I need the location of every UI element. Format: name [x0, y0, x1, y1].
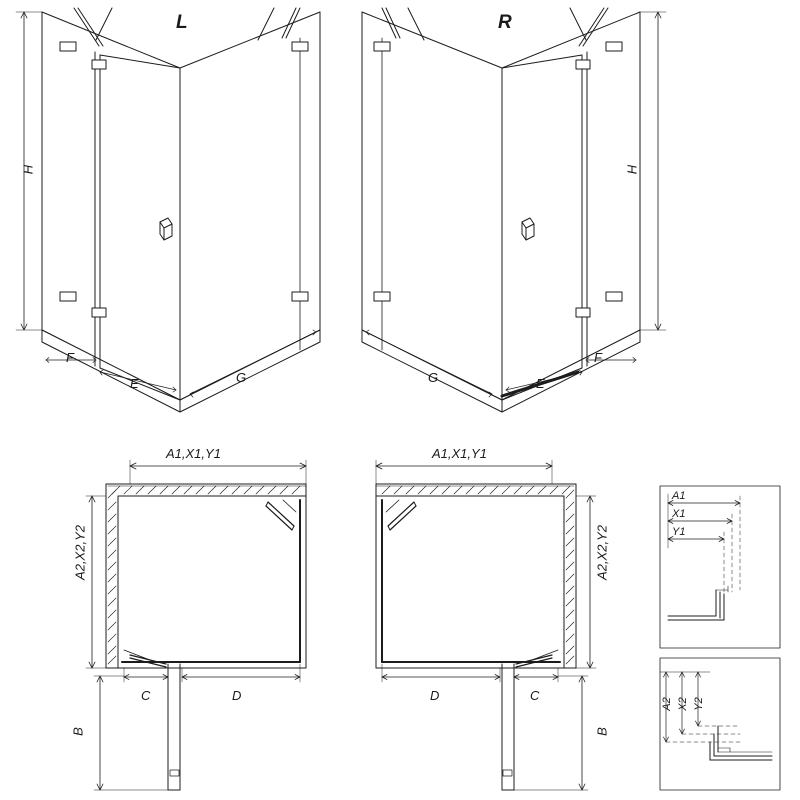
label-f-left: F	[66, 350, 74, 365]
detail-label-y2: Y2	[693, 697, 705, 711]
detail-label-y1: Y1	[672, 526, 686, 538]
label-c-right: C	[530, 688, 540, 703]
label-right-variant: R	[498, 12, 512, 33]
label-b-right: B	[594, 727, 610, 736]
detail-label-a1: A1	[672, 490, 686, 502]
label-height-right: H	[624, 164, 640, 175]
detail-label-x1: X1	[672, 508, 686, 520]
detail-label-a2: A2	[661, 697, 673, 711]
label-e-left: E	[130, 376, 139, 391]
label-d-right: D	[430, 688, 440, 703]
view-plan-left	[86, 460, 306, 790]
label-plan-left-top: A1,X1,Y1	[166, 446, 221, 461]
label-e-right: E	[536, 376, 545, 391]
label-d-left: D	[232, 688, 242, 703]
view-3d-right	[362, 8, 666, 412]
label-plan-right-side: A2,X2,Y2	[594, 525, 610, 580]
view-3d-left	[16, 8, 320, 412]
label-f-right: F	[594, 350, 602, 365]
label-g-right: G	[428, 370, 439, 385]
label-height-left: H	[20, 164, 36, 175]
label-c-left: C	[141, 688, 151, 703]
label-left-variant: L	[176, 12, 188, 33]
label-g-left: G	[236, 370, 247, 385]
label-plan-left-side: A2,X2,Y2	[72, 525, 88, 580]
label-b-left: B	[70, 727, 86, 736]
detail-vertical	[660, 658, 780, 790]
view-plan-right	[376, 460, 596, 790]
detail-label-x2: X2	[677, 697, 689, 711]
label-plan-right-top: A1,X1,Y1	[432, 446, 487, 461]
